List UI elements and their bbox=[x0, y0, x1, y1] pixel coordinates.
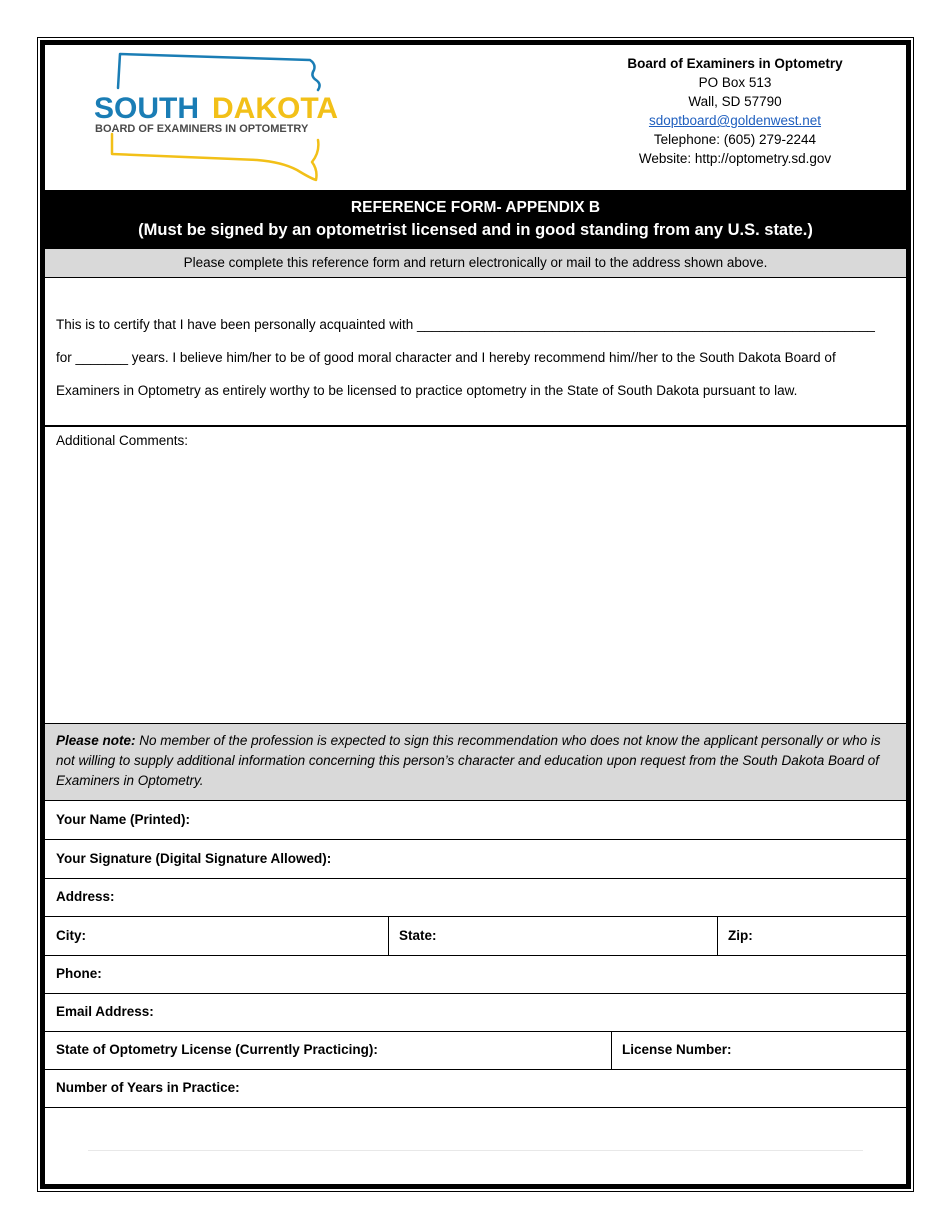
years-field[interactable] bbox=[45, 1069, 906, 1108]
name-label: Your Name (Printed): bbox=[56, 812, 191, 827]
city-field[interactable] bbox=[45, 917, 388, 956]
cell-divider bbox=[611, 1031, 612, 1070]
footer-line bbox=[88, 1150, 863, 1151]
section-divider bbox=[45, 425, 906, 427]
cell-divider bbox=[717, 916, 718, 956]
zip-label: Zip: bbox=[728, 928, 753, 943]
license-number-field[interactable] bbox=[611, 1031, 906, 1070]
contact-block bbox=[590, 54, 880, 168]
sd-board-logo bbox=[92, 52, 352, 184]
signature-label: Your Signature (Digital Signature Allowed): bbox=[56, 851, 332, 866]
logo-subtitle: BOARD OF EXAMINERS IN OPTOMETRY bbox=[95, 123, 309, 135]
note-text: No member of the profession is expected to sign this recommendation who does not know the applicant personally or who is not willing to supply additional information concerning this person’s character and education upon request from the South Dakota Board of Examiners in Optometry. bbox=[56, 733, 881, 788]
note-box bbox=[45, 723, 906, 801]
email-label: Email Address: bbox=[56, 1004, 154, 1019]
zip-field[interactable] bbox=[717, 917, 906, 956]
phone-field[interactable] bbox=[45, 955, 906, 994]
form-subtitle: (Must be signed by an optometrist licensed and in good standing from any U.S. state.) bbox=[138, 221, 813, 239]
phone-label: Phone: bbox=[56, 966, 102, 981]
address-label: Address: bbox=[56, 889, 115, 904]
po-box: PO Box 513 bbox=[698, 75, 772, 90]
certify-line-3: Examiners in Optometry as entirely worthy to be licensed to practice optometry in the State of South Dakota pursuant to law. bbox=[56, 383, 798, 398]
comments-label: Additional Comments: bbox=[56, 433, 189, 448]
form-title: REFERENCE FORM- APPENDIX B bbox=[350, 199, 601, 216]
address-field[interactable] bbox=[45, 878, 906, 917]
city-label: City: bbox=[56, 928, 86, 943]
license-state-field[interactable] bbox=[45, 1031, 611, 1070]
certify-line-2: for _______ years. I believe him/her to be of good moral character and I hereby recommend him//her to the South Dakota Board of bbox=[56, 350, 836, 365]
state-field[interactable] bbox=[388, 917, 717, 956]
telephone: Telephone: (605) 279-2244 bbox=[653, 132, 817, 147]
org-name: Board of Examiners in Optometry bbox=[627, 56, 843, 71]
form-title-bar bbox=[45, 190, 906, 248]
note-lead: Please note: bbox=[56, 733, 136, 748]
instructions: Please complete this reference form and return electronically or mail to the address shown above. bbox=[45, 248, 906, 278]
state-outline-logo bbox=[92, 52, 352, 184]
signature-field[interactable] bbox=[45, 840, 906, 879]
license-number-label: License Number: bbox=[622, 1042, 732, 1057]
email-link[interactable]: sdoptboard@goldenwest.net bbox=[648, 113, 822, 128]
website: Website: http://optometry.sd.gov bbox=[638, 151, 832, 166]
logo-word-dakota: DAKOTA bbox=[212, 92, 339, 125]
city-line: Wall, SD 57790 bbox=[688, 94, 782, 109]
license-state-label: State of Optometry License (Currently Practicing): bbox=[56, 1042, 378, 1057]
cell-divider bbox=[388, 916, 389, 956]
state-label: State: bbox=[399, 928, 437, 943]
email-field[interactable] bbox=[45, 993, 906, 1032]
name-field[interactable] bbox=[45, 801, 906, 840]
logo-word-south: SOUTH bbox=[94, 92, 199, 125]
years-label: Number of Years in Practice: bbox=[56, 1080, 240, 1095]
certify-line-1: This is to certify that I have been personally acquainted with _____________________________________________________________ bbox=[56, 317, 875, 332]
